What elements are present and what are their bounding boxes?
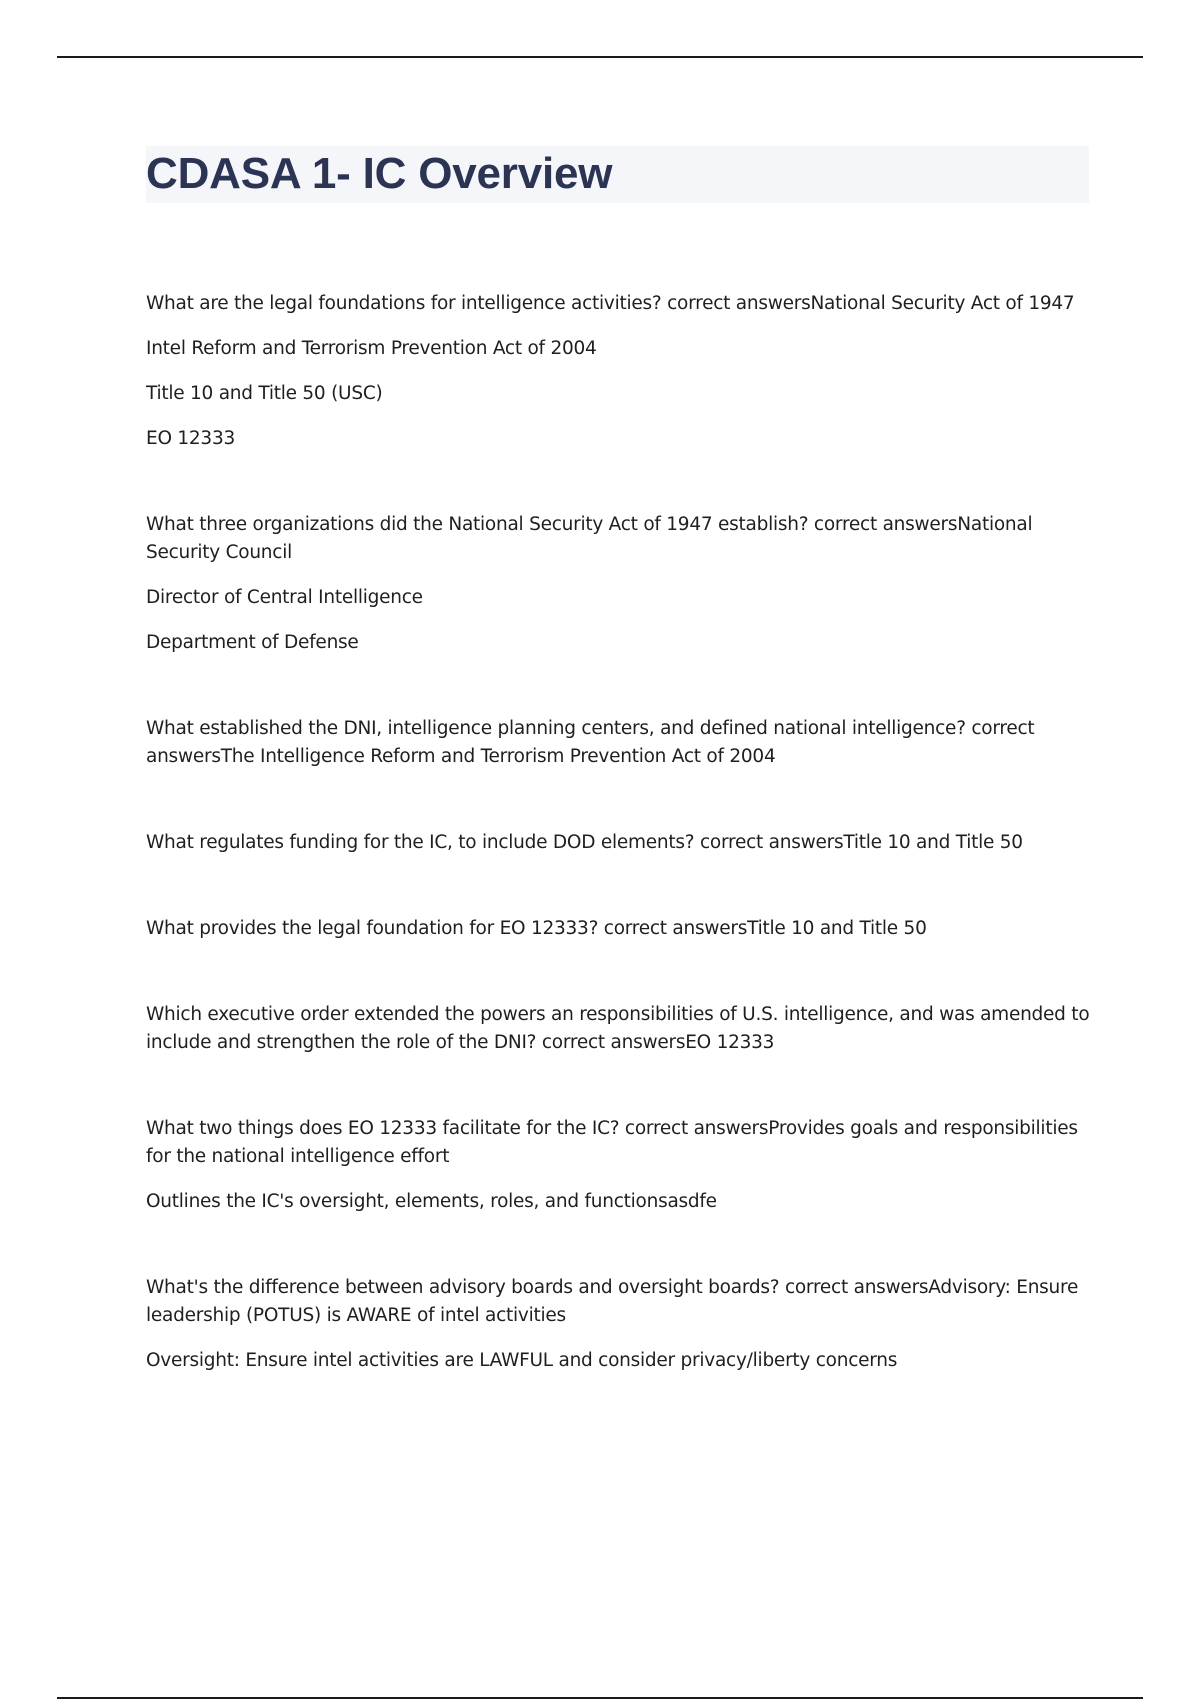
question-answer: What provides the legal foundation for EO 12333? correct answersTitle 10 and Title 50 xyxy=(146,918,927,939)
header-rule xyxy=(57,56,1143,58)
question-answer: What are the legal foundations for intelligence activities? correct answersNational Security Act of 1947 xyxy=(146,293,1075,314)
question-answer: What three organizations did the National Security Act of 1947 establish? correct answersNational Security Council xyxy=(146,514,1033,563)
qa-entry xyxy=(146,511,1091,657)
qa-list xyxy=(146,290,1091,1433)
page-title: CDASA 1- IC Overview xyxy=(146,149,613,198)
answer-line: Intel Reform and Terrorism Prevention Act of 2004 xyxy=(146,338,597,359)
qa-entry xyxy=(146,915,1091,943)
qa-entry xyxy=(146,290,1091,453)
footer-rule xyxy=(57,1697,1143,1699)
answer-line: Department of Defense xyxy=(146,632,359,653)
answer-line: EO 12333 xyxy=(146,428,235,449)
question-answer: What established the DNI, intelligence planning centers, and defined national intelligence? correct answersThe Intelligence Reform and Terrorism Prevention Act of 2004 xyxy=(146,718,1035,767)
question-answer: What's the difference between advisory boards and oversight boards? correct answersAdvisory: Ensure leadership (POTUS) is AWARE of intel activities xyxy=(146,1277,1079,1326)
qa-entry xyxy=(146,829,1091,857)
answer-line: Oversight: Ensure intel activities are LAWFUL and consider privacy/liberty concerns xyxy=(146,1350,898,1371)
qa-entry xyxy=(146,1274,1091,1375)
answer-line: Outlines the IC's oversight, elements, roles, and functionsasdfe xyxy=(146,1191,717,1212)
question-answer: What two things does EO 12333 facilitate for the IC? correct answersProvides goals and responsibilities for the national intelligence effort xyxy=(146,1118,1078,1167)
question-answer: What regulates funding for the IC, to include DOD elements? correct answersTitle 10 and Title 50 xyxy=(146,832,1023,853)
qa-entry xyxy=(146,715,1091,771)
answer-line: Director of Central Intelligence xyxy=(146,587,423,608)
qa-entry xyxy=(146,1115,1091,1216)
answer-line: Title 10 and Title 50 (USC) xyxy=(146,383,383,404)
qa-entry xyxy=(146,1001,1091,1057)
question-answer: Which executive order extended the powers an responsibilities of U.S. intelligence, and was amended to include and strengthen the role of the DNI? correct answersEO 12333 xyxy=(146,1004,1090,1053)
